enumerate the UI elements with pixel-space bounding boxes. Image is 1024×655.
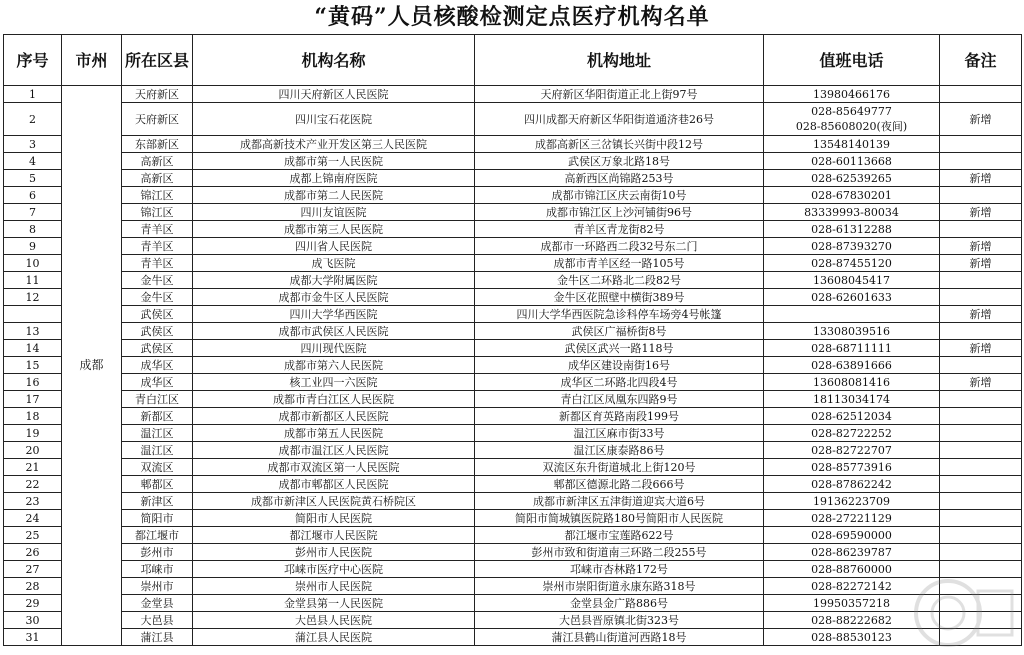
table-row: [4, 459, 1022, 476]
cell-name: 四川大学华西医院: [193, 306, 475, 323]
cell-district: 温江区: [122, 425, 193, 442]
cell-address: 彭州市致和街道南三环路二段255号: [475, 544, 764, 561]
cell-seq: 11: [4, 272, 62, 289]
cell-phone: 028-87455120: [764, 255, 940, 272]
cell-district: 武侯区: [122, 323, 193, 340]
cell-name: 四川省人民医院: [193, 238, 475, 255]
cell-district: 温江区: [122, 442, 193, 459]
cell-district: 武侯区: [122, 340, 193, 357]
cell-district: 郫都区: [122, 476, 193, 493]
cell-phone: 13980466176: [764, 86, 940, 103]
cell-seq: 1: [4, 86, 62, 103]
cell-phone: 028-62601633: [764, 289, 940, 306]
cell-phone: 028-63891666: [764, 357, 940, 374]
cell-name: 成都市新津区人民医院黄石桥院区: [193, 493, 475, 510]
cell-seq: 14: [4, 340, 62, 357]
cell-seq: 17: [4, 391, 62, 408]
cell-phone: 028-68711111: [764, 340, 940, 357]
cell-seq: 26: [4, 544, 62, 561]
cell-name: 崇州市人民医院: [193, 578, 475, 595]
table-row: [4, 408, 1022, 425]
cell-district: 都江堰市: [122, 527, 193, 544]
cell-note: 新增: [940, 306, 1022, 323]
cell-district: 崇州市: [122, 578, 193, 595]
cell-note: [940, 86, 1022, 103]
header-note: 备注: [940, 35, 1022, 86]
cell-seq: 20: [4, 442, 62, 459]
cell-seq: 21: [4, 459, 62, 476]
cell-name: 四川友谊医院: [193, 204, 475, 221]
cell-seq: 29: [4, 595, 62, 612]
table-row: [4, 425, 1022, 442]
table-row: [4, 374, 1022, 391]
cell-seq: 12: [4, 289, 62, 306]
cell-phone: 13608045417: [764, 272, 940, 289]
clinic-table: [3, 34, 1022, 646]
table-row: [4, 561, 1022, 578]
cell-phone: 028-62539265: [764, 170, 940, 187]
cell-phone: 028-67830201: [764, 187, 940, 204]
cell-note: 新增: [940, 170, 1022, 187]
cell-name: 成都高新技术产业开发区第三人民医院: [193, 136, 475, 153]
cell-address: 武侯区广福桥街8号: [475, 323, 764, 340]
cell-name: 四川天府新区人民医院: [193, 86, 475, 103]
table-row: [4, 629, 1022, 646]
cell-name: 邛崃市医疗中心医院: [193, 561, 475, 578]
table-body: [4, 86, 1022, 646]
cell-seq: 25: [4, 527, 62, 544]
cell-address: 双流区东升街道城北上街120号: [475, 459, 764, 476]
cell-address: 新都区育英路南段199号: [475, 408, 764, 425]
cell-name: 成都市新都区人民医院: [193, 408, 475, 425]
cell-note: [940, 391, 1022, 408]
cell-seq: 15: [4, 357, 62, 374]
cell-address: 天府新区华阳街道正北上街97号: [475, 86, 764, 103]
cell-address: 四川大学华西医院急诊科停车场旁4号帐篷: [475, 306, 764, 323]
cell-name: 彭州市人民医院: [193, 544, 475, 561]
cell-district: 高新区: [122, 153, 193, 170]
cell-phone: 028-85773916: [764, 459, 940, 476]
cell-name: 成都市武侯区人民医院: [193, 323, 475, 340]
cell-seq: 24: [4, 510, 62, 527]
table-row: [4, 86, 1022, 103]
cell-address: 简阳市简城镇医院路180号简阳市人民医院: [475, 510, 764, 527]
table-row: [4, 612, 1022, 629]
cell-name: 成都市郫都区人民医院: [193, 476, 475, 493]
cell-note: [940, 544, 1022, 561]
cell-address: 高新西区尚锦路253号: [475, 170, 764, 187]
cell-seq: 31: [4, 629, 62, 646]
header-city: 市州: [62, 35, 122, 86]
document-title: “黄码”人员核酸检测定点医疗机构名单: [314, 4, 710, 30]
cell-name: 核工业四一六医院: [193, 374, 475, 391]
cell-note: 新增: [940, 340, 1022, 357]
cell-district: 锦江区: [122, 204, 193, 221]
table-row: [4, 255, 1022, 272]
header-phone: 值班电话: [764, 35, 940, 86]
cell-seq: 5: [4, 170, 62, 187]
cell-note: [940, 408, 1022, 425]
cell-district: 武侯区: [122, 306, 193, 323]
cell-district: 锦江区: [122, 187, 193, 204]
cell-district: 彭州市: [122, 544, 193, 561]
cell-name: 大邑县人民医院: [193, 612, 475, 629]
cell-seq: [4, 306, 62, 323]
cell-note: [940, 289, 1022, 306]
cell-phone: 028-61312288: [764, 221, 940, 238]
cell-phone: 028-85649777 028-85608020(夜间): [764, 103, 940, 136]
cell-phone: 028-88760000: [764, 561, 940, 578]
cell-address: 武侯区武兴一路118号: [475, 340, 764, 357]
cell-seq: 3: [4, 136, 62, 153]
table-row: [4, 527, 1022, 544]
cell-address: 金堂县金广路886号: [475, 595, 764, 612]
cell-address: 都江堰市宝莲路622号: [475, 527, 764, 544]
table-row: [4, 493, 1022, 510]
cell-phone: 19950357218: [764, 595, 940, 612]
cell-address: 成都市锦江区庆云南街10号: [475, 187, 764, 204]
cell-seq: 7: [4, 204, 62, 221]
table-row: [4, 221, 1022, 238]
cell-seq: 9: [4, 238, 62, 255]
table-row: [4, 103, 1022, 136]
cell-seq: 8: [4, 221, 62, 238]
cell-note: [940, 425, 1022, 442]
cell-note: [940, 459, 1022, 476]
cell-district: 双流区: [122, 459, 193, 476]
cell-phone: 028-82722707: [764, 442, 940, 459]
table-row: [4, 306, 1022, 323]
cell-address: 成华区二环路北四段4号: [475, 374, 764, 391]
cell-district: 新都区: [122, 408, 193, 425]
cell-seq: 4: [4, 153, 62, 170]
table-row: [4, 136, 1022, 153]
cell-seq: 22: [4, 476, 62, 493]
cell-note: [940, 153, 1022, 170]
cell-address: 四川成都天府新区华阳街道通济巷26号: [475, 103, 764, 136]
cell-seq: 30: [4, 612, 62, 629]
cell-seq: 16: [4, 374, 62, 391]
cell-district: 新津区: [122, 493, 193, 510]
cell-phone: 028-88222682: [764, 612, 940, 629]
cell-phone: 83339993-80034: [764, 204, 940, 221]
table-row: [4, 510, 1022, 527]
cell-address: 崇州市崇阳街道永康东路318号: [475, 578, 764, 595]
cell-district: 青羊区: [122, 255, 193, 272]
cell-name: 成都市第二人民医院: [193, 187, 475, 204]
cell-address: 邛崃市杏林路172号: [475, 561, 764, 578]
table-row: [4, 595, 1022, 612]
cell-name: 成都市双流区第一人民医院: [193, 459, 475, 476]
cell-address: 郫都区德源北路二段666号: [475, 476, 764, 493]
cell-seq: 10: [4, 255, 62, 272]
cell-seq: 13: [4, 323, 62, 340]
table-row: [4, 323, 1022, 340]
table-header-row: [4, 35, 1022, 86]
cell-name: 成都大学附属医院: [193, 272, 475, 289]
cell-district: 东部新区: [122, 136, 193, 153]
watermark-logo: [908, 573, 1018, 651]
cell-address: 青白江区凤凰东四路9号: [475, 391, 764, 408]
cell-note: [940, 510, 1022, 527]
cell-phone: 18113034174: [764, 391, 940, 408]
header-district: 所在区县: [122, 35, 193, 86]
table-row: [4, 170, 1022, 187]
cell-phone: 028-69590000: [764, 527, 940, 544]
cell-name: 四川现代医院: [193, 340, 475, 357]
cell-phone: 028-60113668: [764, 153, 940, 170]
header-name: 机构名称: [193, 35, 475, 86]
cell-note: [940, 323, 1022, 340]
cell-name: 四川宝石花医院: [193, 103, 475, 136]
table-row: [4, 204, 1022, 221]
cell-district: 金牛区: [122, 272, 193, 289]
cell-name: 成都市第五人民医院: [193, 425, 475, 442]
cell-district: 简阳市: [122, 510, 193, 527]
cell-district: 天府新区: [122, 103, 193, 136]
cell-district: 成华区: [122, 374, 193, 391]
cell-name: 成都市青白江区人民医院: [193, 391, 475, 408]
cell-phone: 13548140139: [764, 136, 940, 153]
table-row: [4, 272, 1022, 289]
cell-name: 成都上锦南府医院: [193, 170, 475, 187]
cell-name: 都江堰市人民医院: [193, 527, 475, 544]
cell-phone: 13308039516: [764, 323, 940, 340]
table-row: [4, 476, 1022, 493]
cell-district: 天府新区: [122, 86, 193, 103]
cell-district: 邛崃市: [122, 561, 193, 578]
cell-address: 成都市锦江区上沙河铺街96号: [475, 204, 764, 221]
cell-address: 成都高新区三岔镇长兴街中段12号: [475, 136, 764, 153]
cell-address: 金牛区二环路北二段82号: [475, 272, 764, 289]
cell-note: [940, 476, 1022, 493]
cell-name: 金堂县第一人民医院: [193, 595, 475, 612]
cell-district: 青白江区: [122, 391, 193, 408]
cell-name: 成都市金牛区人民医院: [193, 289, 475, 306]
cell-address: 成都市新津区五津街道迎宾大道6号: [475, 493, 764, 510]
cell-note: [940, 187, 1022, 204]
cell-note: 新增: [940, 238, 1022, 255]
cell-district: 成华区: [122, 357, 193, 374]
cell-name: 简阳市人民医院: [193, 510, 475, 527]
cell-phone: 028-86239787: [764, 544, 940, 561]
cell-name: 成都市温江区人民医院: [193, 442, 475, 459]
cell-phone: 19136223709: [764, 493, 940, 510]
cell-name: 成都市第三人民医院: [193, 221, 475, 238]
cell-name: 成飞医院: [193, 255, 475, 272]
cell-address: 成华区建设南街16号: [475, 357, 764, 374]
cell-note: [940, 442, 1022, 459]
cell-district: 金堂县: [122, 595, 193, 612]
cell-address: 蒲江县鹤山街道河西路18号: [475, 629, 764, 646]
cell-district: 高新区: [122, 170, 193, 187]
cell-note: [940, 493, 1022, 510]
cell-district: 青羊区: [122, 221, 193, 238]
cell-district: 蒲江县: [122, 629, 193, 646]
cell-note: [940, 221, 1022, 238]
cell-note: 新增: [940, 374, 1022, 391]
cell-seq: 6: [4, 187, 62, 204]
cell-note: [940, 357, 1022, 374]
table-row: [4, 578, 1022, 595]
table-row: [4, 238, 1022, 255]
cell-seq: 27: [4, 561, 62, 578]
cell-seq: 28: [4, 578, 62, 595]
table-row: [4, 289, 1022, 306]
cell-phone: 028-82272142: [764, 578, 940, 595]
cell-district: 青羊区: [122, 238, 193, 255]
cell-seq: 2: [4, 103, 62, 136]
cell-phone: 028-87862242: [764, 476, 940, 493]
cell-phone: [764, 306, 940, 323]
cell-note: 新增: [940, 255, 1022, 272]
cell-note: 新增: [940, 103, 1022, 136]
cell-district: 大邑县: [122, 612, 193, 629]
cell-address: 成都市青羊区经一路105号: [475, 255, 764, 272]
table-row: [4, 187, 1022, 204]
cell-address: 青羊区青龙街82号: [475, 221, 764, 238]
header-seq: 序号: [4, 35, 62, 86]
cell-seq: 19: [4, 425, 62, 442]
cell-note: [940, 272, 1022, 289]
cell-name: 蒲江县人民医院: [193, 629, 475, 646]
cell-phone: 13608081416: [764, 374, 940, 391]
cell-note: [940, 527, 1022, 544]
cell-address: 温江区康泰路86号: [475, 442, 764, 459]
table-row: [4, 340, 1022, 357]
cell-city: 成都: [62, 86, 122, 646]
cell-address: 金牛区花照壁中横街389号: [475, 289, 764, 306]
cell-seq: 18: [4, 408, 62, 425]
table-row: [4, 357, 1022, 374]
cell-phone: 028-87393270: [764, 238, 940, 255]
table-row: [4, 544, 1022, 561]
cell-address: 武侯区万象北路18号: [475, 153, 764, 170]
cell-district: 金牛区: [122, 289, 193, 306]
cell-phone: 028-82722252: [764, 425, 940, 442]
cell-note: 新增: [940, 204, 1022, 221]
table-row: [4, 442, 1022, 459]
cell-phone: 028-88530123: [764, 629, 940, 646]
cell-address: 大邑县晋原镇北街323号: [475, 612, 764, 629]
cell-address: 温江区麻市街33号: [475, 425, 764, 442]
table-row: [4, 153, 1022, 170]
header-address: 机构地址: [475, 35, 764, 86]
cell-address: 成都市一环路西二段32号东二门: [475, 238, 764, 255]
cell-phone: 028-27221129: [764, 510, 940, 527]
cell-name: 成都市第一人民医院: [193, 153, 475, 170]
cell-phone: 028-62512034: [764, 408, 940, 425]
cell-name: 成都市第六人民医院: [193, 357, 475, 374]
table-row: [4, 391, 1022, 408]
cell-note: [940, 136, 1022, 153]
cell-seq: 23: [4, 493, 62, 510]
